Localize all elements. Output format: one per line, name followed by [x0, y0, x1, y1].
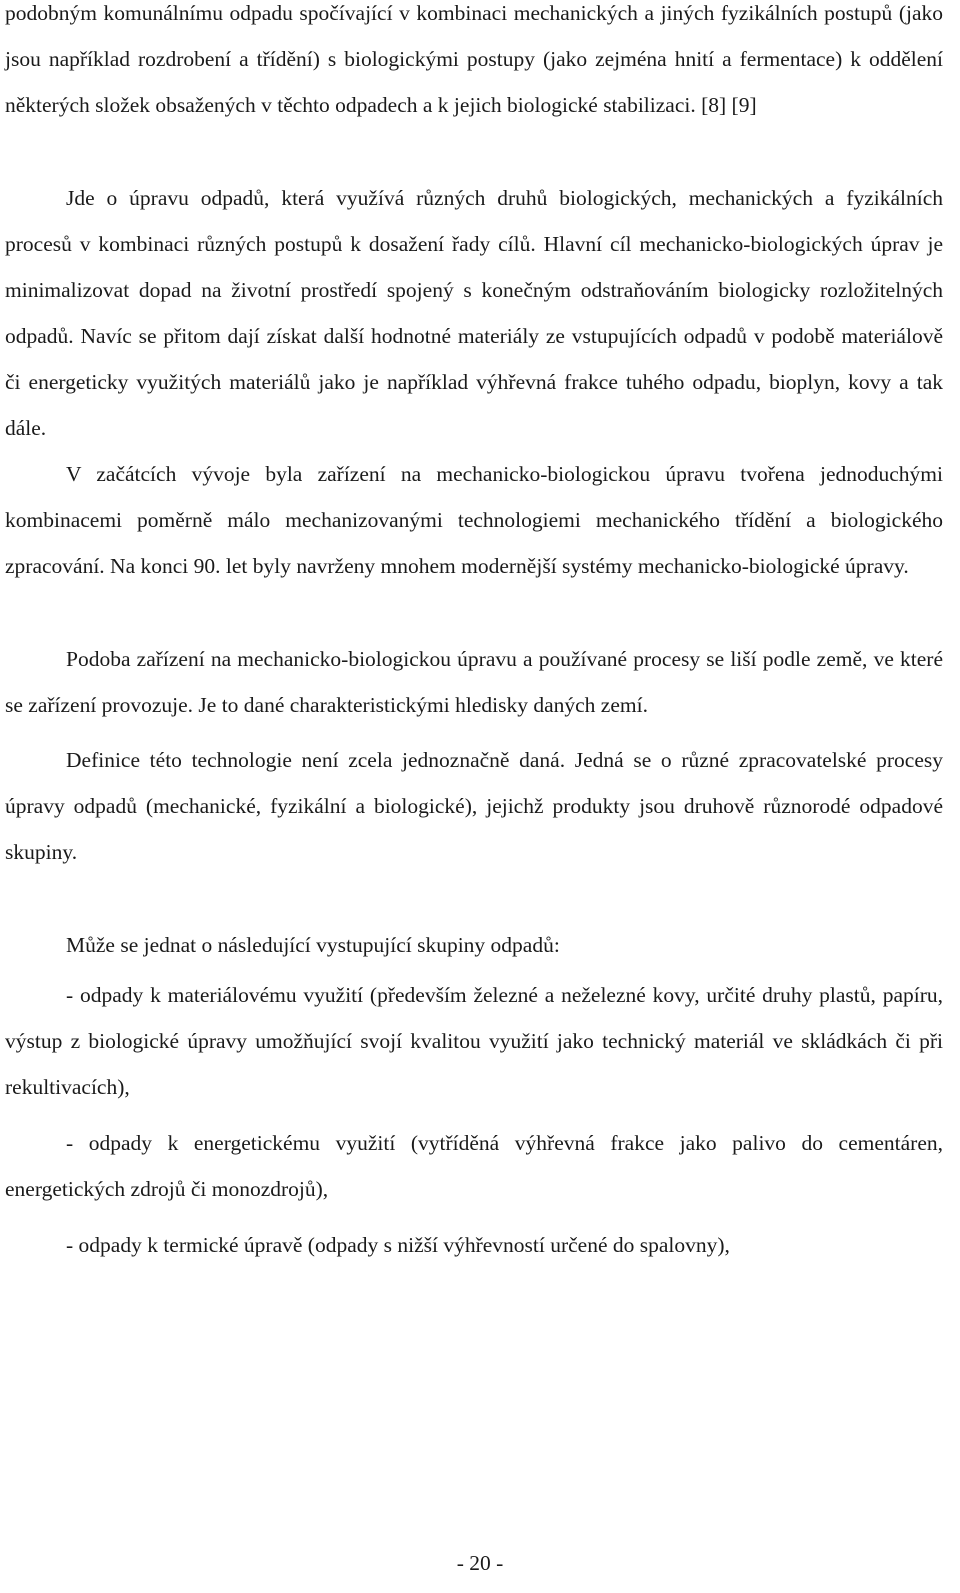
paragraph-mbt-definition: Definice této technologie není zcela jednoznačně daná. Jedná se o různé zpracovatelské procesy úpravy odpadů (mechanické, fyzikální a biologické), jejichž produkty jsou druhově různorodé odpadové skupiny. — [5, 748, 943, 864]
page-number: - 20 - — [456, 1551, 504, 1575]
list-item-thermal-treatment: - odpady k termické úpravě (odpady s nižší výhřevností určené do spalovny), — [66, 1233, 730, 1257]
list-item-energy-use: - odpady k energetickému využití (vytříděná výhřevná frakce jako palivo do cementáren, energetických zdrojů či monozdrojů), — [5, 1131, 943, 1201]
paragraph-mbt-overview: Jde o úpravu odpadů, která využívá různých druhů biologických, mechanických a fyzikálních procesů v kombinaci různých postupů k dosažení řady cílů. Hlavní cíl mechanicko-biologických úprav je minimalizovat dopad na životní prostředí spojený s konečným odstraňováním biologicky rozložitelných odpadů. Navíc se přitom dají získat další hodnotné materiály ze vstupujících odpadů v podobě materiálově či energeticky využitých materiálů jako je například výhřevná frakce tuhého odpadu, bioplyn, kovy a tak dále. — [5, 186, 943, 440]
paragraph-output-groups-intro: Může se jednat o následující vystupující skupiny odpadů: — [66, 933, 560, 957]
paragraph-mbt-history: V začátcích vývoje byla zařízení na mechanicko-biologickou úpravu tvořena jednoduchými kombinacemi poměrně málo mechanizovanými technologiemi mechanického třídění a biologického zpracování. Na konci 90. let byly navrženy mnohem modernější systémy mechanicko-biologické úpravy. — [5, 462, 943, 578]
paragraph-mbt-variation: Podoba zařízení na mechanicko-biologickou úpravu a používané procesy se liší podle země, ve které se zařízení provozuje. Je to dané charakteristickými hledisky daných zemí. — [5, 647, 943, 717]
paragraph-continuation: podobným komunálnímu odpadu spočívající v kombinaci mechanických a jiných fyzikálních postupů (jako jsou například rozdrobení a třídění) s biologickými postupy (jako zejména hnití a fermentace) k oddělení některých složek obsažených v těchto odpadech a k jejich biologické stabilizaci. [8] [9] — [5, 1, 943, 117]
page-body — [5, 0, 943, 1268]
list-item-material-use: - odpady k materiálovému využití (především železné a neželezné kovy, určité druhy plastů, papíru, výstup z biologické úpravy umožňující svojí kvalitou využití jako technický materiál ve skládkách či při rekultivacích), — [5, 983, 943, 1099]
